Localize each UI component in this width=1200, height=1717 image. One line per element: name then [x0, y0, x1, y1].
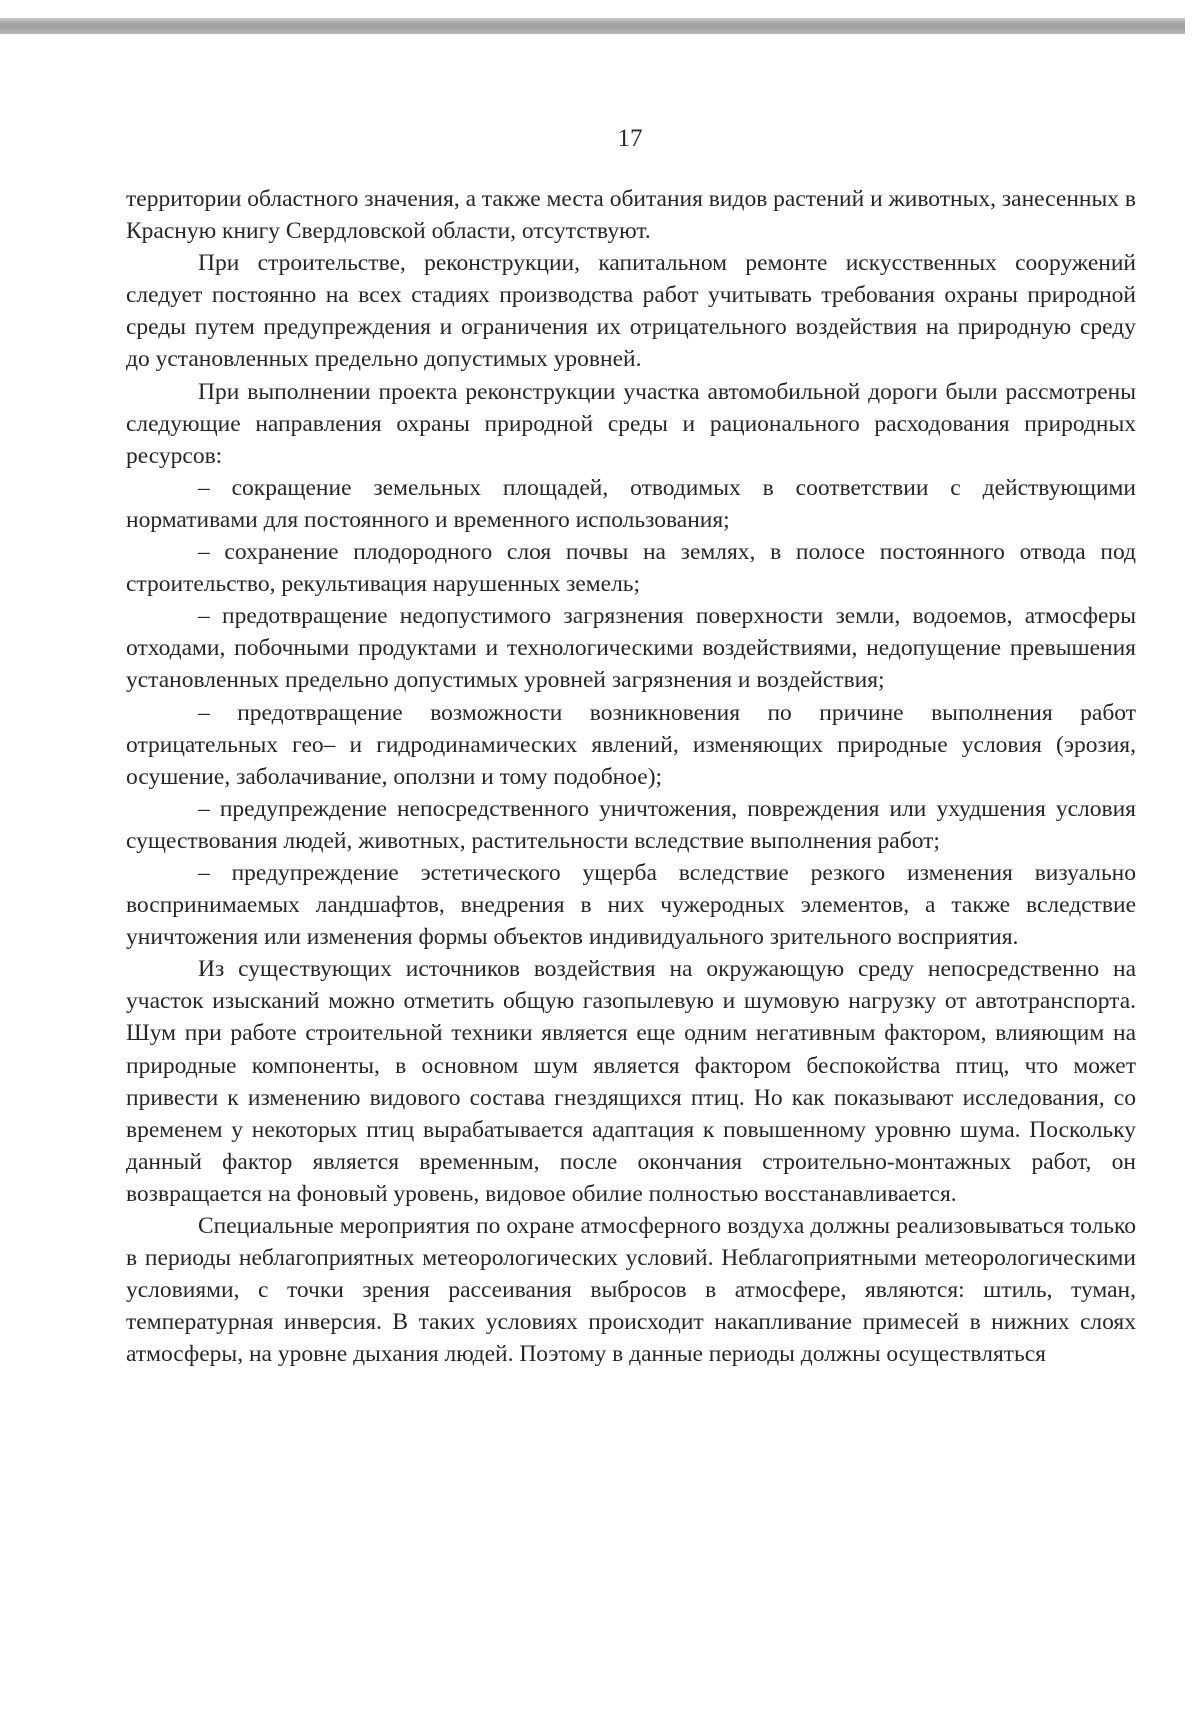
list-item-pollution-prevention: – предотвращение недопустимого загрязнения поверхности земли, водоемов, атмосферы отходами, побочными продуктами и технологическими воздействиями, недопущение превышения установленных предельно допустимых уровней загрязнения и воздействия;: [126, 603, 1136, 694]
list-item-geodynamic-prevention: – предотвращение возможности возникновения по причине выполнения работ отрицательных гео– и гидродинамических явлений, изменяющих природные условия (эрозия, осушение, заболачивание, оползни и тому подобное);: [126, 699, 1136, 790]
paragraph-construction-requirements: При строительстве, реконструкции, капитальном ремонте искусственных сооружений следует постоянно на всех стадиях производства работ учитывать требования охраны природной среды путем предупреждения и ограничения их отрицательного воздействия на природную среду до установленных предельно допустимых уровней.: [126, 250, 1136, 373]
list-item-destruction-prevention: – предупреждение непосредственного уничтожения, повреждения или ухудшения условия существования людей, животных, растительности вследствие выполнения работ;: [126, 795, 1136, 854]
list-item-soil-preservation: – сохранение плодородного слоя почвы на землях, в полосе постоянного отвода под строительство, рекультивация нарушенных земель;: [126, 539, 1136, 598]
page-number: 17: [617, 125, 643, 152]
paragraph-continuation: территории областного значения, а также места обитания видов растений и животных, занесенных в Красную книгу Свердловской области, отсутствуют.: [126, 186, 1136, 245]
scan-edge-bar: [0, 18, 1185, 34]
paragraph-protection-directions: При выполнении проекта реконструкции участка автомобильной дороги были рассмотрены следующие направления охраны природной среды и рационального расходования природных ресурсов:: [126, 378, 1136, 469]
paragraph-impact-sources: Из существующих источников воздействия на окружающую среду непосредственно на участок изысканий можно отметить общую газопылевую и шумовую нагрузку от автотранспорта. Шум при работе строительной техники является еще одним негативным фактором, влияющим на природные компоненты, в основном шум является фактором беспокойства птиц, что может привести к изменению видового состава гнездящихся птиц. Но как показывают исследования, со временем у некоторых птиц вырабатывается адаптация к повышенному уровню шума. Поскольку данный фактор является временным, после окончания строительно-монтажных работ, он возвращается на фоновый уровень, видовое обилие полностью восстанавливается.: [126, 956, 1136, 1207]
document-body: [126, 183, 1136, 1370]
paragraph-air-protection: Специальные мероприятия по охране атмосферного воздуха должны реализовываться только в периоды неблагоприятных метеорологических условий. Неблагоприятными метеорологическими условиями, с точки зрения рассеивания выбросов в атмосфере, являются: штиль, туман, температурная инверсия. В таких условиях происходит накапливание примесей в нижних слоях атмосферы, на уровне дыхания людей. Поэтому в данные периоды должны осуществляться: [126, 1213, 1136, 1368]
list-item-land-reduction: – сокращение земельных площадей, отводимых в соответствии с действующими нормативами для постоянного и временного использования;: [126, 474, 1136, 533]
list-item-aesthetic-damage: – предупреждение эстетического ущерба вследствие резкого изменения визуально воспринимаемых ландшафтов, внедрения в них чужеродных элементов, а также вследствие уничтожения или изменения формы объектов индивидуального зрительного восприятия.: [126, 859, 1136, 951]
